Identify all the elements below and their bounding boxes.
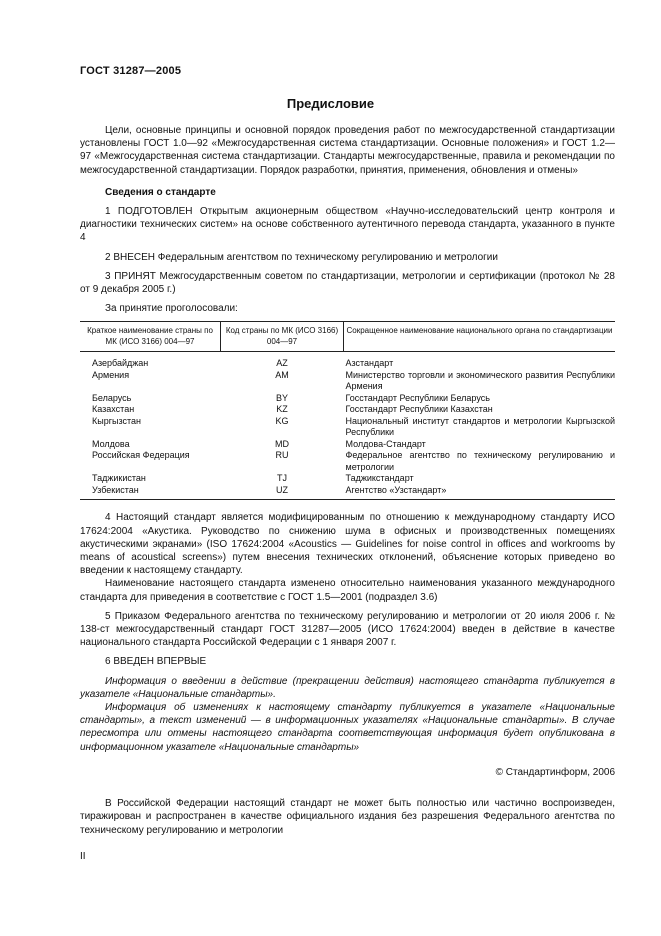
cell-body: Федеральное агентство по техническому регулированию и метрологии	[345, 450, 615, 472]
cell-code: UZ	[221, 485, 344, 500]
cell-body: Национальный институт стандартов и метрологии Кыргызской Республики	[345, 415, 615, 438]
document-body	[80, 124, 615, 837]
copyright-line: © Стандартинформ, 2006	[495, 766, 615, 778]
item-5-paragraph: 5 Приказом Федерального агентства по техническому регулированию и метрологии от 20 июля 2006 г. № 138-ст межгосударственный стандарт ГОСТ 31287—2005 (ИСО 17624:2004) введен в действие в качестве национального стандарта Российской Федерации с 1 января 2007 г.	[80, 610, 615, 649]
cell-country: Азербайджан	[92, 358, 149, 369]
cell-country: Российская Федерация	[92, 450, 190, 461]
cell-country: Кыргызстан	[92, 415, 141, 426]
cell-country: Казахстан	[92, 404, 135, 415]
cell-code: BY	[275, 392, 288, 403]
cell-body: Госстандарт Республики Беларусь	[345, 392, 490, 403]
table-header-country: Краткое наименование страны по МК (ИСО 3166) 004—97	[80, 322, 221, 352]
item-2-paragraph: 2 ВНЕСЕН Федеральным агентством по техническому регулированию и метрологии	[105, 251, 498, 263]
voting-table	[80, 321, 615, 500]
cell-body: Министерство торговли и экономического развития Республики Армения	[345, 369, 615, 392]
item-3-paragraph: 3 ПРИНЯТ Межгосударственным советом по стандартизации, метрологии и сертификации (протокол № 28 от 9 декабря 2005 г.)	[80, 270, 615, 296]
cell-code: KZ	[276, 404, 288, 415]
table-header-body: Сокращенное наименование национального органа по стандартизации	[344, 322, 616, 352]
table-header-code: Код страны по МК (ИСО 3166) 004—97	[221, 322, 344, 352]
item-6-paragraph: 6 ВВЕДЕН ВПЕРВЫЕ	[105, 656, 207, 668]
item-4-note-paragraph: Наименование настоящего стандарта изменено относительно наименования указанного международного стандарта для приведения в соответствие с ГОСТ 1.5—2001 (подраздел 3.6)	[80, 578, 615, 603]
table-row	[80, 416, 615, 439]
table-row	[80, 404, 615, 416]
cell-country: Таджикистан	[92, 473, 146, 484]
info-publication-paragraph: Информация о введении в действие (прекращении действия) настоящего стандарта публикуется в указателе «Национальные стандарты».	[80, 675, 615, 700]
cell-code: AM	[275, 369, 289, 380]
page-number: II	[80, 851, 86, 862]
item-1-paragraph: 1 ПОДГОТОВЛЕН Открытым акционерным обществом «Научно-исследовательский центр контроля и диагностики технических систем» на основе собственного аутентичного перевода стандарта, указанного в пункте 4	[80, 206, 615, 244]
table-row	[80, 370, 615, 393]
table-row	[80, 485, 615, 500]
table-header-row	[80, 322, 615, 352]
table-row	[80, 393, 615, 405]
closing-paragraph: В Российской Федерации настоящий стандарт не может быть полностью или частично воспроизведен, тиражирован и распространен в качестве официального издания без разрешения Федерального агентства по техническому регулированию и метрологии	[80, 798, 615, 836]
cell-body: Госстандарт Республики Казахстан	[345, 404, 493, 415]
cell-country: Беларусь	[92, 392, 132, 403]
voted-label: За принятие проголосовали:	[105, 303, 238, 315]
item-4-paragraph: 4 Настоящий стандарт является модифицированным по отношению к международному стандарту ИСО 17624:2004 «Акустика. Руководство по снижению шума в офисных и производственных помещениях акустическими экранами» (ISO 17624:2004 «Acoustics — Guidelines for noise control in offices and workrooms by means of acoustical screens») путем внесения технических отклонений, объяснение которых приведено во введении к настоящему стандарту.	[80, 512, 615, 577]
table-row	[80, 473, 615, 485]
cell-body: Таджикстандарт	[345, 473, 414, 484]
cell-code: KG	[275, 415, 289, 426]
intro-paragraph: Цели, основные принципы и основной порядок проведения работ по межгосударственной стандартизации установлены ГОСТ 1.0—92 «Межгосударственная система стандартизации. Основные положения» и ГОСТ 1.2—97 «Межгосударственная система стандартизации. Стандарты межгосударственные, правила и рекомендации по межгосударственной стандартизации. Порядок разработки, принятия, применения, обновления и отмены»	[80, 125, 615, 176]
cell-code: RU	[275, 450, 289, 461]
cell-country: Армения	[92, 369, 130, 380]
table-row	[80, 439, 615, 451]
info-changes-paragraph: Информация об изменениях к настоящему стандарту публикуется в указателе «Национальные стандарты», а текст изменений — в информационных указателях «Национальные стандарты». В случае пересмотра или отмены настоящего стандарта соответствующая информация будет опубликована в информационном указателе «Национальные стандарты»	[80, 702, 615, 753]
standard-code-header: ГОСТ 31287—2005	[80, 65, 182, 77]
cell-country: Узбекистан	[80, 485, 221, 500]
section-heading: Сведения о стандарте	[105, 186, 216, 198]
cell-body: Азстандарт	[345, 358, 394, 369]
table-row	[80, 450, 615, 473]
table-row	[80, 352, 615, 370]
cell-body: Агентство «Узстандарт»	[344, 485, 616, 500]
cell-body: Молдова-Стандарт	[345, 438, 426, 449]
page-title: Предисловие	[286, 96, 375, 111]
cell-code: TJ	[277, 473, 287, 484]
cell-code: AZ	[276, 358, 288, 369]
cell-country: Молдова	[92, 438, 130, 449]
cell-code: MD	[275, 438, 289, 449]
